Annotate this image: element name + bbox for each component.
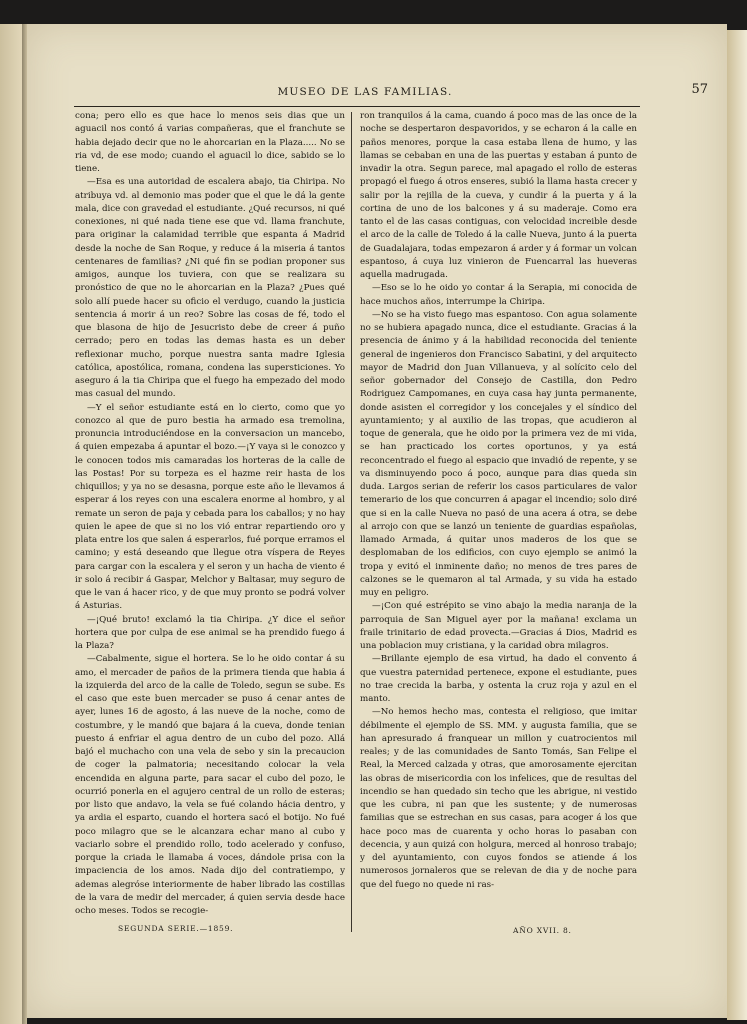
running-title: MUSEO DE LAS FAMILIAS.	[277, 86, 453, 98]
header-rule	[74, 106, 640, 107]
paragraph: ron tranquilos á la cama, cuando á poco mas de las once de la noche se despertaron despavoridos, y se echaron á la calle en paños menores, porque la casa estaba llena de humo, y las llamas se cebaban en una de las puertas y estaban á punto de invadir la otra. Segun parece, mal apagado el rollo de esteras propagó el fuego á otros enseres, subió la llama hasta crecer y salir por la rejilla de la cueva, y cundir á la puerta y á la cortina de uno de los balcones y á su maderaje. Como era tanto el de las casas contiguas, con velocidad increible desde el arco de la calle de Toledo á la calle Nueva, junto á la puerta de Guadalajara, todas empezaron á arder y á formar un volcan espantoso, á cuya luz vinieron de Fuencarral las hueveras aquella madrugada.	[360, 111, 637, 280]
left-text-column	[75, 110, 345, 920]
right-text-column	[360, 110, 637, 920]
page-edge-stack	[727, 30, 747, 1020]
paragraph: —Esa es una autoridad de escalera abajo, tia Chiripa. No atribuya vd. al demonio mas poder que el que le dá la gente mala, dice con gravedad el estudiante. ¿Qué recursos, ni qué conexiones, ni qué nada tiene ese que vd. llama franchute, para originar la calamidad terrible que espanta á Madrid desde la noche de San Roque, y reduce á la miseria á tantos centenares de familias? ¿Ni qué fin se podian proponer sus amigos, aunque los tuviera, con que se realizara su pronóstico de que no le ahorcarian en la Plaza? ¿Pues qué solo allí puede hacer su oficio el verdugo, cuando la justicia sentencia á morir á un reo? Sobre las cosas de fé, todo el que blasona de hijo de Jesucristo debe de creer á puño cerrado; pero en todas las demas hasta es un deber reflexionar mucho, porque nuestra santa madre Iglesia católica, apostólica, romana, condena las supersticiones. Yo aseguro á la tia Chiripa que el fuego ha empezado del modo mas casual del mundo.	[75, 177, 345, 400]
paragraph: —No hemos hecho mas, contesta el religioso, que imitar débilmente el ejemplo de SS. MM. y augusta familia, que se han apresurado á franquear un millon y cuatrocientos mil reales; y de las comunidades de Santo Tomás, San Felipe el Real, la Merced calzada y otras, que amorosamente ejercitan las obras de misericordia con los infelices, que de resultas del incendio se han quedado sin techo que les abrigue, ni vestido que les cubra, ni pan que les sustente; y de numerosas familias que se estrechan en sus casas, para acoger á los que hace poco mas de cuarenta y ocho horas lo pasaban con decencia, y aun quizá con holgura, merced al honroso trabajo; y del ayuntamiento, con cuyos fondos se atiende á los numerosos jornaleros que se relevan de dia y de noche para que del fuego no quede ni ras-	[360, 707, 637, 890]
paragraph: —No se ha visto fuego mas espantoso. Con agua solamente no se hubiera apagado nunca, dice el estudiante. Gracias á la presencia de ánimo y á la habilidad reconocida del teniente general de ingenieros don Francisco Sabatini, y del arquitecto mayor de Madrid don Juan Villanueva, y al solícito celo del señor gobernador del Consejo de Castilla, don Pedro Rodriguez Campomanes, en cuya casa hay junta permanente, donde asisten el corregidor y los concejales y el síndico del ayuntamiento; y al auxilio de las tropas, que acudieron al toque de generala, que he oido por la primera vez de mi vida, se han practicado los cortes oportunos, y ya está reconcentrado el fuego al espacio que invadió de repente, y se va disminuyendo poco á poco, aunque para dias queda sin duda. Largos serian de referir los casos particulares de valor temerario de los que concurren á apagar el incendio; solo diré que si en la calle Nueva no pasó de una acera á otra, se debe al arrojo con que se lanzó un teniente de guardias españolas, llamado Armada, á quitar unos maderos de los que se desplomaban de los edificios, con cuyo ejemplo se animó la tropa y evitó el inminente daño; no menos de tres pares de calzones se le quemaron al tal Armada, y su vida ha estado muy en peligro.	[360, 309, 637, 598]
paragraph: —Eso se lo he oido yo contar á la Serapia, mi conocida de hace muchos años, interrumpe la Chiripa.	[360, 283, 637, 307]
column-divider	[351, 112, 352, 932]
year-footer: AÑO XVII. 8.	[513, 926, 572, 935]
paragraph: —Cabalmente, sigue el hortera. Se lo he oido contar á su amo, el mercader de paños de la primera tienda que habia á la izquierda del arco de la calle de Toledo, segun se sube. Es el caso que este buen mercader se puso á cenar antes de ayer, lunes 16 de agosto, á las nueve de la noche, como de costumbre, y le mandó que bajara á la cueva, donde tenian puesto á enfriar el agua dentro de un cubo del pozo. Allá bajó el muchacho con una vela de sebo y sin la precaucion de coger la palmatoria; necesitando colocar la vela encendida en alguna parte, para sacar el cubo del pozo, le ocurrió ponerla en el agujero central de un rollo de esteras; por listo que andavo, la vela se fué colando hácia dentro, y ya ardia el esparto, cuando el hortera sacó el botijo. No fué poco milagro que se le alcanzara echar mano al cubo y vaciarlo sobre el prendido rollo, todo acelerado y confuso, porque la criada le llamaba á voces, dándole prisa con la impaciencia de los amos. Nada dijo del contratiempo, y ademas alegróse interiormente de haber librado las costillas de la vara de medir del mercader, á quien servia desde hace ocho meses. Todos se recogie-	[75, 654, 345, 916]
paragraph: —Brillante ejemplo de esa virtud, ha dado el convento á que vuestra paternidad pertenece, expone el estudiante, pues no trae crecida la barba, y ostenta la cruz roja y azul en el manto.	[360, 654, 637, 704]
paragraph: cona; pero ello es que hace lo menos seis dias que un aguacil nos contó á varias compañeras, que el franchute se habia dejado decir que no le ahorcarian en la Plaza..... No se ria vd, de ese modo; cuando el aguacil lo dice, sabido se lo tiene.	[75, 111, 345, 174]
series-footer: SEGUNDA SERIE.—1859.	[118, 924, 234, 933]
paragraph: —Y el señor estudiante está en lo cierto, como que yo conozco al que de puro bestia ha armado esa tremolina, pronuncia introduciéndose en la conversacion un mancebo, á quien empezaba á apuntar el bozo.—¡Y vaya si le conozco y le conocen todos mis camaradas los horteras de la calle de las Postas! Por su torpeza es el hazme reir hasta de los chiquillos; y ya no se desasna, porque este año le llevamos á esperar á los reyes con una escalera enorme al hombro, y al remate un seron de paja y cebada para los caballos; y no hay quien le apee de que si no los vió entrar repartiendo oro y plata entre los que salen á esperarlos, fué porque erramos el camino; y está deseando que llegue otra víspera de Reyes para cargar con la escalera y el seron y un hacha de viento é ir solo á recibir á Gaspar, Melchor y Baltasar, muy seguro de que le van á hacer rico, y de que muy pronto se podrá volver á Asturias.	[75, 402, 345, 612]
paragraph: —¡Qué bruto! exclamó la tia Chiripa. ¿Y dice el señor hortera que por culpa de ese animal se ha prendido fuego á la Plaza?	[75, 614, 345, 651]
page-header	[40, 82, 708, 102]
previous-page-edge	[0, 24, 22, 1024]
page-number: 57	[691, 82, 708, 97]
paragraph: —¡Con qué estrépito se vino abajo la media naranja de la parroquia de San Miguel ayer por la mañana! exclama un fraile trinitario de edad provecta.—Gracias á Dios, Madrid es una poblacion muy cristiana, y la caridad obra milagros.	[360, 601, 637, 651]
